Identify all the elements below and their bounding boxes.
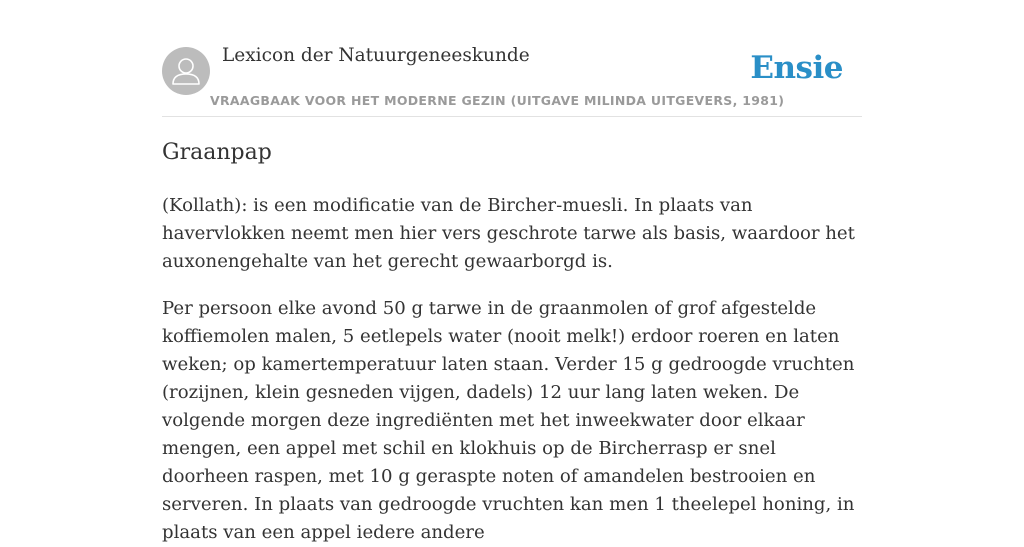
page — [162, 0, 862, 543]
ensie-logo[interactable]: Ensie — [750, 50, 843, 86]
entry-paragraph: Per persoon elke avond 50 g tarwe in de graanmolen of grof afgestelde koffiemolen malen, 5 eetlepels water (nooit melk!) erdoor roeren en laten weken; op kamertemperatuur laten staan. Verder 15 g gedroogde vruchten (rozijnen, klein gesneden vijgen, dadels) 12 uur lang laten weken. De volgende morgen deze ingrediënten met het inweekwater door elkaar mengen, een appel met schil en klokhuis op de Bircherrasp er snel doorheen raspen, met 10 g geraspte noten of amandelen bestrooien en serveren. In plaats van gedroogde vruchten kan men 1 theelepel honing, in plaats van een appel iedere andere — [162, 298, 855, 543]
user-placeholder-icon[interactable] — [162, 47, 210, 95]
entry-paragraph: (Kollath): is een modificatie van de Bircher-muesli. In plaats van havervlokken neemt men hier vers geschrote tarwe als basis, waardoor het auxonengehalte van het gerecht gewaarborgd is. — [162, 195, 855, 272]
book-header — [162, 0, 862, 117]
book-subtitle: VRAAGBAAK VOOR HET MODERNE GEZIN (UITGAVE MILINDA UITGEVERS, 1981) — [210, 93, 785, 108]
book-title-link[interactable]: Lexicon der Natuurgeneeskunde — [222, 45, 530, 66]
entry-title: Graanpap — [162, 140, 272, 165]
